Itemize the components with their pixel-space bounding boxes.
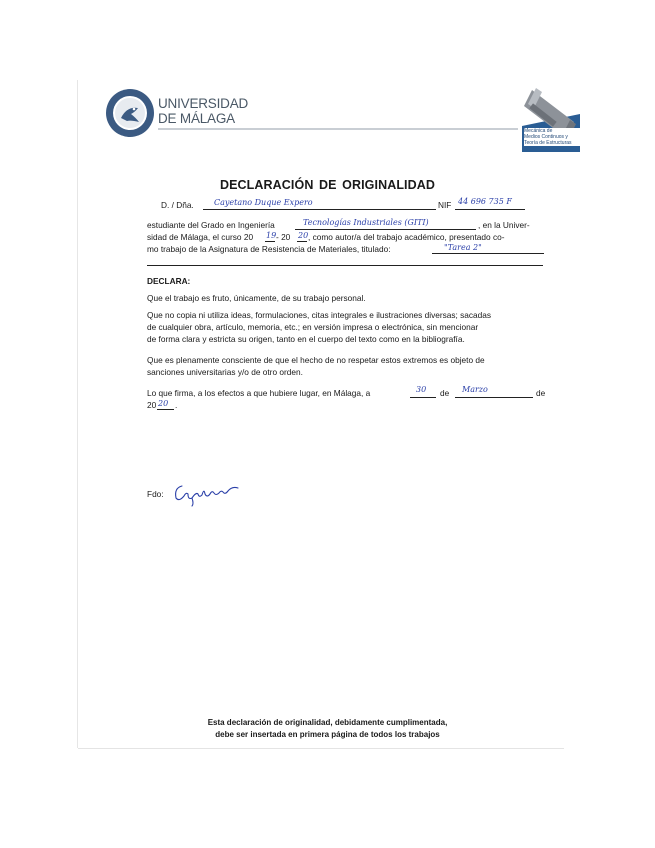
nif-field-underline <box>455 209 525 210</box>
degree-field-underline <box>295 229 476 230</box>
name-field-underline <box>203 209 436 210</box>
handwritten-signature <box>172 478 244 508</box>
page-edge-bottom <box>78 748 564 749</box>
year-prefix: 20 <box>147 400 157 410</box>
date-de-1: de <box>440 388 450 398</box>
university-name-line1: UNIVERSIDAD <box>158 96 249 111</box>
footer-line-1: Esta declaración de originalidad, debidamente cumplimentada, <box>207 718 448 727</box>
year-field-value[interactable]: 20 <box>158 399 169 408</box>
course-year2-underline <box>297 241 307 242</box>
declaration-paragraph-3-line1: Que es plenamente consciente de que el hecho de no respetar estos extremos es objeto de <box>147 355 485 365</box>
signing-statement: Lo que firma, a los efectos a que hubiere lugar, en Málaga, a <box>147 388 371 398</box>
course-year1-value[interactable]: 19 <box>266 231 277 240</box>
year-period: . <box>175 400 178 410</box>
department-caption-line3: Teoría de Estructuras <box>524 140 572 146</box>
declaration-paragraph-2-line1: Que no copia ni utiliza ideas, formulaciones, citas integrales e ilustraciones diversas; sacadas <box>147 310 492 320</box>
university-name <box>158 96 248 126</box>
work-title-value[interactable]: "Tarea 2" <box>444 243 482 252</box>
year-field-underline <box>157 409 174 410</box>
degree-field-value[interactable]: Tecnologías Industriales (GITI) <box>303 218 429 227</box>
document-title: DECLARACIÓN DE ORIGINALIDAD <box>219 178 436 192</box>
degree-line-start: estudiante del Grado en Ingeniería <box>147 220 275 230</box>
day-field-underline <box>410 397 436 398</box>
course-year2-value[interactable]: 20 <box>298 231 309 240</box>
signature-label: Fdo: <box>147 489 164 499</box>
name-field-value[interactable]: Cayetano Duque Expero <box>214 198 313 207</box>
declaration-paragraph-2-line3: de forma clara y estricta su origen, tanto en el cuerpo del texto como en la bibliografía. <box>147 334 465 344</box>
month-field-underline <box>455 397 533 398</box>
course-line-c: , como autor/a del trabajo académico, presentado co- <box>308 232 505 242</box>
course-year1-underline <box>265 241 275 242</box>
month-field-value[interactable]: Marzo <box>462 385 488 394</box>
name-label: D. / Dña. <box>161 200 194 210</box>
degree-line-end: , en la Univer- <box>478 220 530 230</box>
declaration-paragraph-1: Que el trabajo es fruto, únicamente, de su trabajo personal. <box>147 293 366 303</box>
declara-heading: DECLARA: <box>147 276 191 286</box>
nif-field-value[interactable]: 44 696 735 F <box>458 197 512 206</box>
department-caption <box>524 128 582 146</box>
department-caption-line1: Mecánica de <box>524 128 553 134</box>
nif-label: NIF <box>438 200 452 210</box>
declaration-paragraph-3-line2: sanciones universitarias y/o de otro orden. <box>147 367 303 377</box>
course-line-b: - 20 <box>276 232 291 242</box>
university-name-line2: DE MÁLAGA <box>158 111 235 126</box>
work-title-underline <box>432 253 544 254</box>
header-rule <box>158 128 518 130</box>
date-de-2: de <box>536 388 546 398</box>
university-seal-logo <box>105 88 155 138</box>
work-title-underline-2 <box>147 265 543 266</box>
department-caption-line2: Medios Continuos y <box>524 134 568 140</box>
day-field-value[interactable]: 30 <box>416 385 427 394</box>
course-line-a: sidad de Málaga, el curso 20 <box>147 232 254 242</box>
declaration-paragraph-2-line2: de cualquier obra, artículo, memoria, etc.; en versión impresa o electrónica, sin mencionar <box>147 322 479 332</box>
work-title-label: mo trabajo de la Asignatura de Resistencia de Materiales, titulado: <box>147 244 391 254</box>
footer-line-2: debe ser insertada en primera página de todos los trabajos <box>215 730 440 739</box>
